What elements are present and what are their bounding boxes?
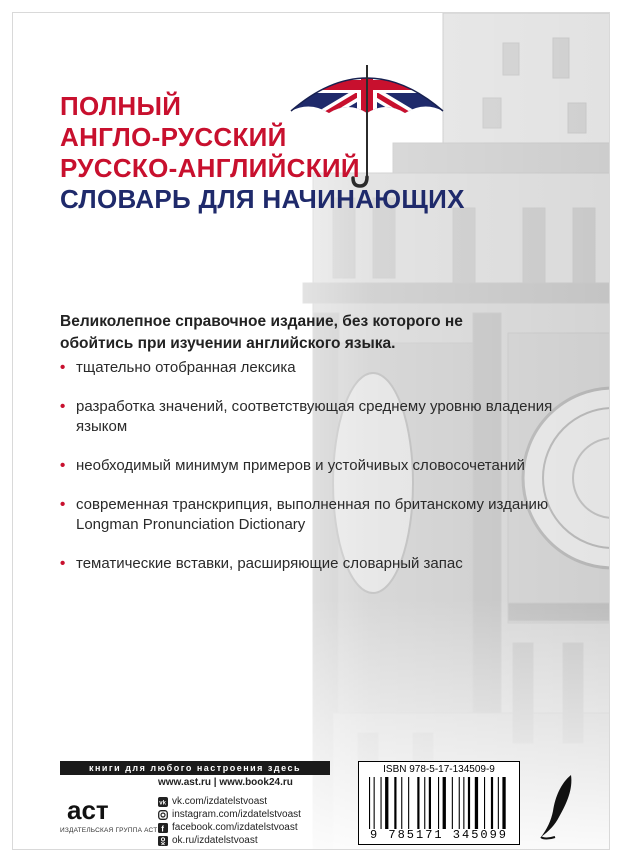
social-link-text: vk.com/izdatelstvoast <box>172 796 268 807</box>
feature-text: современная транскрипция, выполненная по британскому изданию Longman Pronunciation Dictionary <box>76 496 549 533</box>
title-line-3: РУССКО-АНГЛИЙСКИЙ <box>60 153 360 183</box>
feature-text: тематические вставки, расширяющие словарный запас <box>76 555 463 572</box>
bullet-icon: • <box>60 496 66 513</box>
social-link-facebook[interactable] <box>158 821 301 834</box>
publisher-tagline: книги для любого настроения здесь <box>60 761 330 775</box>
feature-text: разработка значений, соответствующая среднему уровню владения языком <box>76 398 553 435</box>
social-link-text: ok.ru/izdatelstvoast <box>172 835 258 846</box>
vk-icon <box>158 797 168 807</box>
svg-text:f: f <box>161 824 164 833</box>
publisher-name: ИЗДАТЕЛЬСКАЯ ГРУППА АСТ <box>60 827 158 834</box>
title-line-4: СЛОВАРЬ ДЛЯ НАЧИНАЮЩИХ <box>60 184 465 214</box>
list-item <box>60 554 580 574</box>
ast-logo <box>65 785 127 827</box>
publisher-links <box>158 777 301 847</box>
bullet-icon: • <box>60 555 66 572</box>
title-line-2: АНГЛО-РУССКИЙ <box>60 122 287 152</box>
book-title <box>60 91 465 215</box>
feature-text: необходимый минимум примеров и устойчивых словосочетаний <box>76 457 525 474</box>
feature-text: тщательно отобранная лексика <box>76 359 296 376</box>
logo-text: аст <box>67 795 109 825</box>
social-link-ok[interactable] <box>158 834 301 847</box>
social-link-text: facebook.com/izdatelstvoast <box>172 822 298 833</box>
list-item <box>60 456 580 476</box>
list-item <box>60 495 580 535</box>
odnoklassniki-icon <box>158 836 168 846</box>
feature-list <box>60 358 580 593</box>
barcode-number: 9 785171 345099 <box>369 828 509 842</box>
book-back-cover <box>12 12 610 850</box>
bullet-icon: • <box>60 359 66 376</box>
social-link-vk[interactable] <box>158 795 301 808</box>
list-item <box>60 397 580 437</box>
svg-text:vk: vk <box>159 800 166 806</box>
instagram-icon <box>158 810 168 820</box>
social-link-instagram[interactable] <box>158 808 301 821</box>
website-links[interactable]: www.ast.ru | www.book24.ru <box>158 777 293 788</box>
isbn-label: ISBN 978-5-17-134509-9 <box>383 764 495 775</box>
bullet-icon: • <box>60 398 66 415</box>
social-link-text: instagram.com/izdatelstvoast <box>172 809 301 820</box>
facebook-icon <box>158 823 168 833</box>
bullet-icon: • <box>60 457 66 474</box>
list-item <box>60 358 580 378</box>
quill-logo-icon <box>533 773 583 843</box>
lead-description: Великолепное справочное издание, без которого не обойтись при изучении английского языка. <box>60 312 463 352</box>
title-line-1: ПОЛНЫЙ <box>60 91 182 121</box>
barcode-bars <box>367 777 511 829</box>
isbn-barcode <box>358 761 520 845</box>
